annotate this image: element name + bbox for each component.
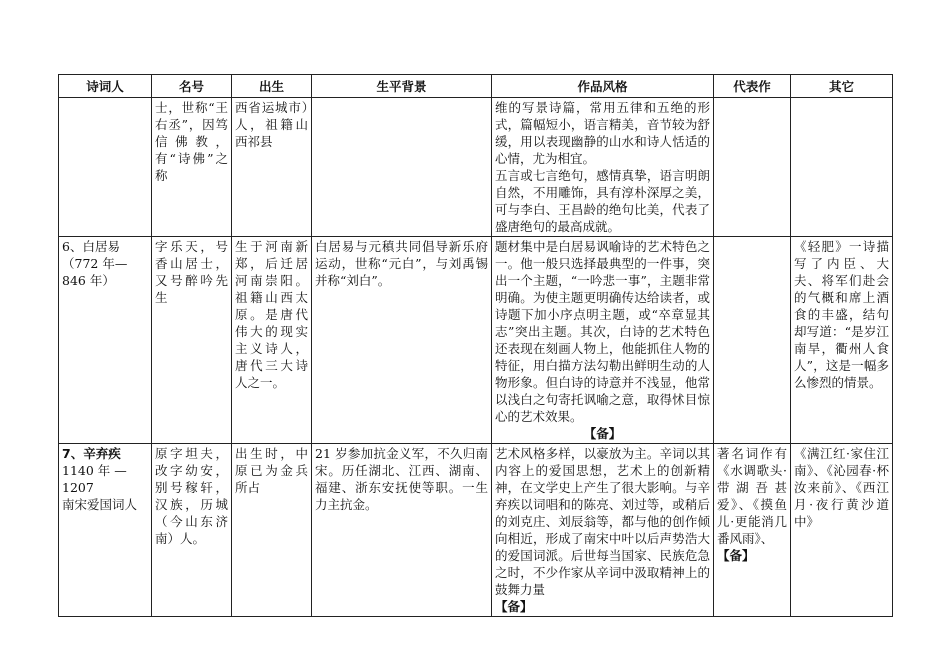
cell-birth: 西省运城市）人，祖籍山西祁县 (232, 98, 312, 237)
header-birth: 出生 (232, 75, 312, 98)
cell-poet (59, 237, 152, 444)
style-paragraph: 艺术风格多样，以豪放为主。辛词以其内容上的爱国思想，艺术上的创新精神，在文学史上产生了很大影响。与辛弃疾以词唱和的陈亮、刘过等，或稍后的刘克庄、刘辰翁等，都与他的创作倾向相近，形成了南宋中叶以后声势浩大的爱国词派。后世每当国家、民族危急之时，不少作家从辛词中汲取精神上的鼓舞力量 (495, 446, 710, 597)
style-note: 【备】 (495, 599, 533, 614)
works-note: 【备】 (717, 548, 755, 563)
cell-background: 21 岁参加抗金义军，不久归南宋。历任湖北、江西、湖南、福建、浙东安抚使等职。一生力主抗金。 (312, 444, 492, 617)
cell-style (492, 98, 714, 237)
cell-style (492, 237, 714, 444)
header-poet: 诗词人 (59, 75, 152, 98)
style-paragraph: 维的写景诗篇，常用五律和五绝的形式，篇幅短小，语言精美，音节较为舒缓，用以表现幽静的山水和诗人恬适的心情，尤为相宜。 (495, 100, 710, 166)
poet-extra: 南宋爱国词人 (62, 497, 138, 512)
style-paragraph: 五言或七言绝句，感情真挚，语言明朗自然，不用雕饰，具有淳朴深厚之美，可与李白、王昌龄的绝句比美，代表了盛唐绝句的最高成就。 (495, 168, 710, 234)
table-row (59, 237, 893, 444)
header-other: 其它 (791, 75, 893, 98)
poet-years: 1140 年 —1207 (62, 463, 127, 495)
header-style: 作品风格 (492, 75, 714, 98)
cell-poet (59, 98, 152, 237)
cell-works (714, 444, 791, 617)
cell-title: 字乐天，号香山居士，又号醉吟先生 (152, 237, 232, 444)
poet-name: 6、白居易 (62, 239, 120, 254)
header-works: 代表作 (714, 75, 791, 98)
cell-title: 原字坦夫，改字幼安，别号稼轩，汉族，历城（今山东济南）人。 (152, 444, 232, 617)
table-row (59, 444, 893, 617)
style-paragraph: 题材集中是白居易讽喻诗的艺术特色之一。他一般只选择最典型的一件事，突出一个主题，“一吟悲一事”，主题非常明确。为使主题更明确传达给读者，或诗题下加小序点明主题，或“卒章显其志”突出主题。其次，白诗的艺术特色还表现在刻画人物上，他能抓住人物的特征，用白描方法勾勒出鲜明生动的人物形象。但白诗的诗意并不浅显，他常以浅白之句寄托讽喻之意，取得怵目惊心的艺术效果。 (495, 239, 710, 424)
header-title: 名号 (152, 75, 232, 98)
cell-background (312, 98, 492, 237)
header-row (59, 75, 893, 98)
cell-poet (59, 444, 152, 617)
cell-other (791, 98, 893, 237)
cell-other: 《满江红·家住江南》、《沁园春·杯汝来前》、《西江月·夜行黄沙道中》 (791, 444, 893, 617)
cell-background: 白居易与元稹共同倡导新乐府运动，世称“元白”，与刘禹锡并称“刘白”。 (312, 237, 492, 444)
cell-birth: 出生时，中原已为金兵所占 (232, 444, 312, 617)
poets-table (58, 74, 893, 617)
cell-title: 士，世称“王右丞”，因笃信佛教，有“诗佛”之称 (152, 98, 232, 237)
works-text: 著名词作有《水调歌头·带湖吾甚爱》、《摸鱼儿·更能消几番风雨》、 (717, 446, 787, 546)
cell-other: 《轻肥》一诗描写了内臣、大夫、将军们赴会的气概和席上酒食的丰盛，结句却写道：“是岁江南旱，衢州人食人”，这是一幅多么惨烈的情景。 (791, 237, 893, 444)
header-background: 生平背景 (312, 75, 492, 98)
cell-birth: 生于河南新郑，后迁居河南崇阳。祖籍山西太原。是唐代伟大的现实主义诗人，唐代三大诗人之一。 (232, 237, 312, 444)
cell-style (492, 444, 714, 617)
poet-name: 7、辛弃疾 (62, 446, 121, 461)
cell-works (714, 98, 791, 237)
poet-years: （772 年—846 年） (62, 256, 128, 288)
document-page (58, 74, 892, 617)
table-row (59, 98, 893, 237)
cell-works (714, 237, 791, 444)
style-note: 【备】 (583, 426, 622, 441)
